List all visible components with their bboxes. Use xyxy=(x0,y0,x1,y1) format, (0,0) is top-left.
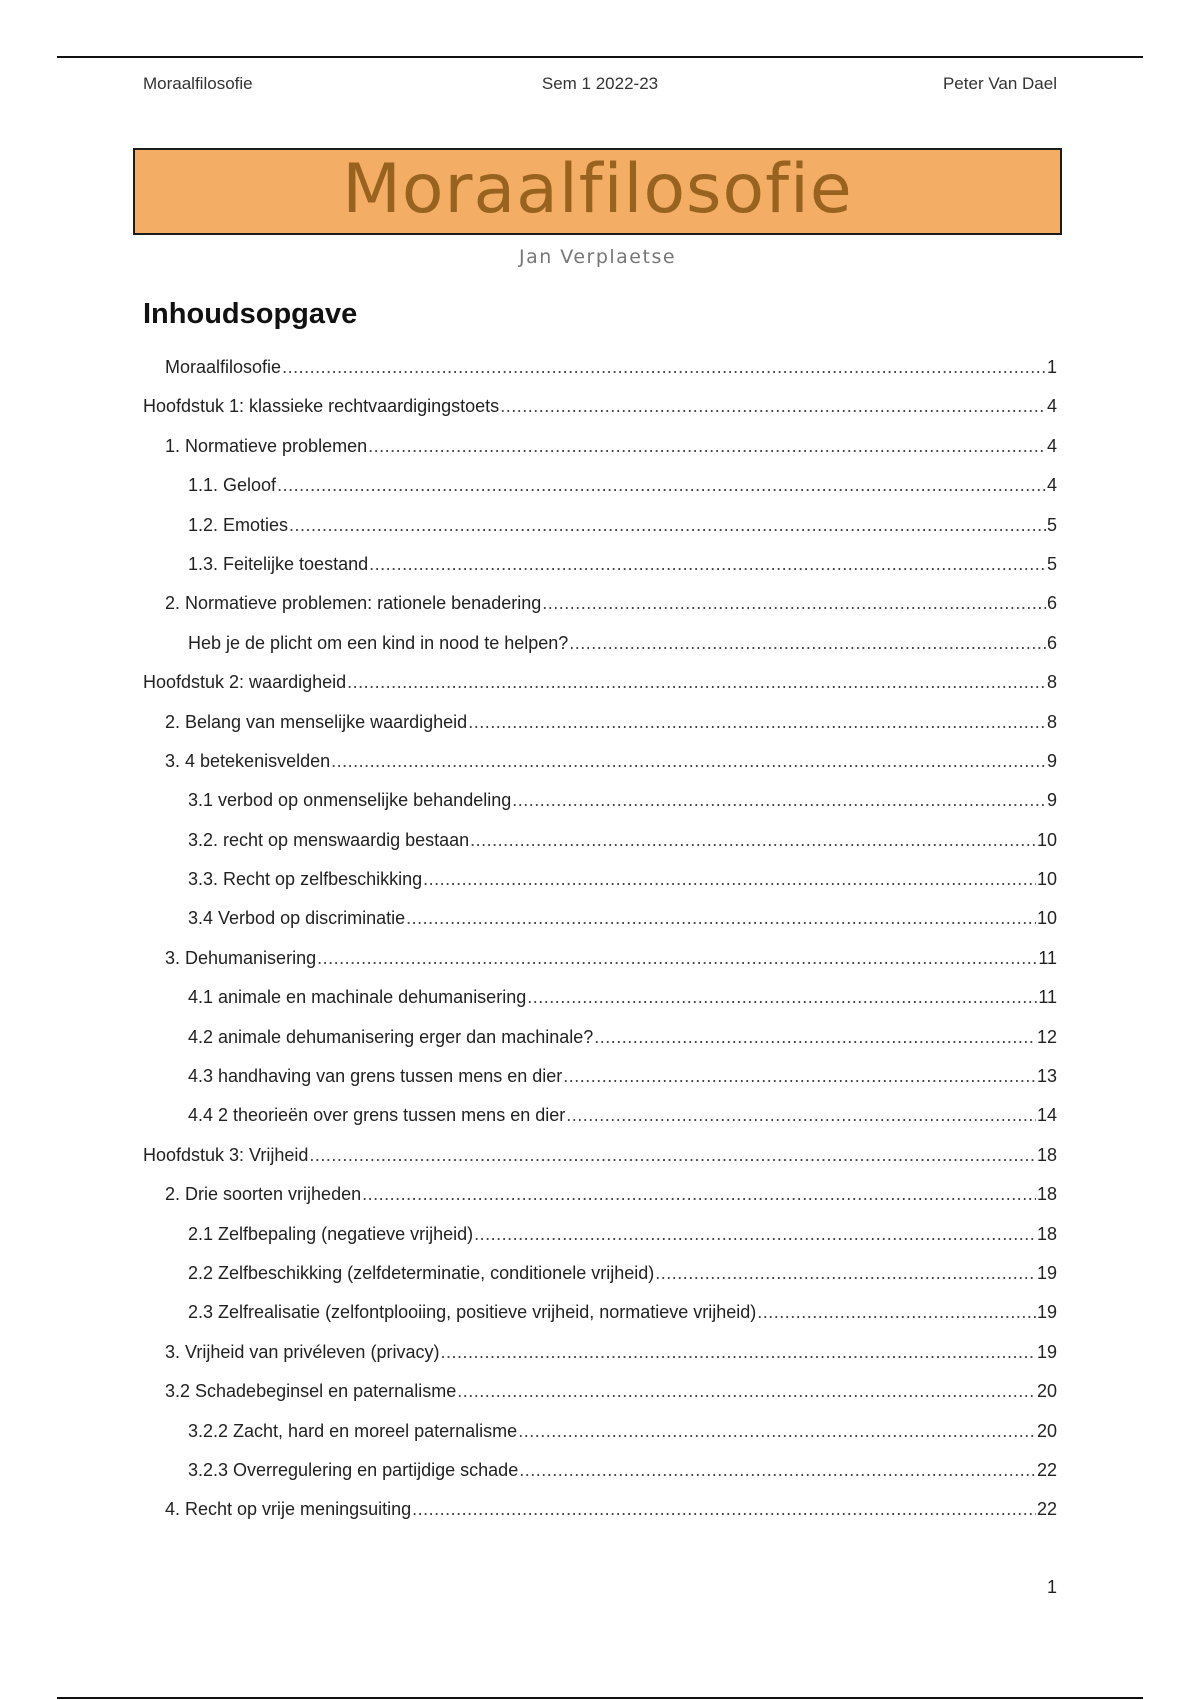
toc-leader-dots xyxy=(309,1136,1036,1175)
toc-entry[interactable] xyxy=(143,1293,1057,1332)
toc-leader-dots xyxy=(563,1057,1036,1096)
toc-entry-title: Hoofdstuk 2: waardigheid xyxy=(143,672,347,693)
toc-leader-dots xyxy=(331,742,1046,781)
toc-entry-title: 3.1 verbod op onmenselijke behandeling xyxy=(188,790,512,811)
toc-entry[interactable] xyxy=(143,742,1057,781)
header-left: Moraalfilosofie xyxy=(143,74,253,93)
toc-entry[interactable] xyxy=(143,1136,1057,1175)
toc-leader-dots xyxy=(317,939,1037,978)
toc-entry-title: 3.4 Verbod op discriminatie xyxy=(188,908,406,929)
toc-leader-dots xyxy=(500,387,1046,426)
toc-entry-title: 1.3. Feitelijke toestand xyxy=(188,553,369,574)
toc-entry-title: 2. Normatieve problemen: rationele benadering xyxy=(165,593,542,614)
toc-entry-page: 1 xyxy=(1046,357,1057,377)
toc-entry-title: 3. Vrijheid van privéleven (privacy) xyxy=(165,1341,440,1362)
toc-entry-title: 3. 4 betekenisvelden xyxy=(165,750,331,771)
toc-entry[interactable] xyxy=(143,1333,1057,1372)
header-center: Sem 1 2022-23 xyxy=(541,74,659,93)
toc-leader-dots xyxy=(542,584,1046,623)
toc-entry-title: 2.2 Zelfbeschikking (zelfdeterminatie, conditionele vrijheid) xyxy=(188,1262,655,1283)
toc-entry-title: 4.2 animale dehumanisering erger dan machinale? xyxy=(188,1026,594,1047)
toc-entry[interactable] xyxy=(143,1018,1057,1057)
toc-entry-page: 20 xyxy=(1036,1420,1057,1441)
toc-entry-page: 8 xyxy=(1046,711,1057,732)
toc-entry[interactable] xyxy=(143,978,1057,1017)
toc-entry[interactable] xyxy=(143,663,1057,702)
toc-entry-title: Heb je de plicht om een kind in nood te helpen? xyxy=(188,632,569,653)
toc-entry-page: 22 xyxy=(1036,1459,1057,1480)
toc-entry-page: 9 xyxy=(1046,790,1057,811)
toc-leader-dots xyxy=(470,821,1036,860)
toc-leader-dots xyxy=(474,1215,1036,1254)
toc-leader-dots xyxy=(406,899,1036,938)
toc-entry[interactable] xyxy=(143,1057,1057,1096)
toc-leader-dots xyxy=(282,348,1046,387)
toc-entry-page: 5 xyxy=(1046,514,1057,535)
toc-entry-page: 12 xyxy=(1036,1026,1057,1047)
toc-leader-dots xyxy=(594,1018,1036,1057)
toc-entry-page: 13 xyxy=(1036,1066,1057,1087)
toc-entry-page: 9 xyxy=(1046,750,1057,771)
toc-entry-page: 20 xyxy=(1036,1381,1057,1402)
toc-entry-title: 3.2.2 Zacht, hard en moreel paternalisme xyxy=(188,1420,518,1441)
toc-entry-page: 5 xyxy=(1046,553,1057,574)
toc-leader-dots xyxy=(362,1175,1036,1214)
toc-entry[interactable] xyxy=(143,703,1057,742)
toc-entry-page: 10 xyxy=(1036,829,1057,850)
toc-leader-dots xyxy=(440,1333,1036,1372)
toc-leader-dots xyxy=(368,427,1046,466)
toc-heading: Inhoudsopgave xyxy=(143,298,358,330)
toc-entry-page: 10 xyxy=(1036,869,1057,890)
toc-leader-dots xyxy=(277,466,1046,505)
document-title: Moraalfilosofie xyxy=(342,150,853,229)
toc-entry[interactable] xyxy=(143,584,1057,623)
toc-entry-page: 19 xyxy=(1036,1341,1057,1362)
toc-leader-dots xyxy=(468,703,1046,742)
toc-entry[interactable] xyxy=(143,1215,1057,1254)
toc-leader-dots xyxy=(369,545,1046,584)
toc-entry[interactable] xyxy=(143,1412,1057,1451)
toc-entry[interactable] xyxy=(143,624,1057,663)
toc-entry[interactable] xyxy=(143,427,1057,466)
toc-entry-page: 6 xyxy=(1046,593,1057,614)
toc-entry-page: 14 xyxy=(1036,1105,1057,1126)
table-of-contents xyxy=(143,348,1057,1530)
toc-leader-dots xyxy=(527,978,1037,1017)
toc-entry[interactable] xyxy=(143,939,1057,978)
toc-entry[interactable] xyxy=(143,1175,1057,1214)
toc-entry-title: 2.1 Zelfbepaling (negatieve vrijheid) xyxy=(188,1223,474,1244)
toc-entry-title: 3.3. Recht op zelfbeschikking xyxy=(188,869,423,890)
toc-entry[interactable] xyxy=(143,1096,1057,1135)
toc-entry-page: 4 xyxy=(1046,475,1057,496)
title-box xyxy=(133,148,1062,235)
toc-leader-dots xyxy=(566,1096,1036,1135)
toc-entry-page: 19 xyxy=(1036,1302,1057,1323)
toc-entry-page: 4 xyxy=(1046,435,1057,456)
toc-entry-title: 4.1 animale en machinale dehumanisering xyxy=(188,987,527,1008)
toc-entry-title: 1. Normatieve problemen xyxy=(165,435,368,456)
toc-leader-dots xyxy=(569,624,1046,663)
toc-entry-page: 18 xyxy=(1036,1144,1057,1165)
toc-entry-page: 11 xyxy=(1038,987,1057,1008)
toc-entry-title: 1.2. Emoties xyxy=(188,514,289,535)
header-right: Peter Van Dael xyxy=(942,74,1057,93)
toc-entry-page: 11 xyxy=(1038,947,1057,968)
toc-leader-dots xyxy=(347,663,1046,702)
toc-entry-title: 2. Drie soorten vrijheden xyxy=(165,1184,362,1205)
toc-entry-title: 4.3 handhaving van grens tussen mens en dier xyxy=(188,1066,563,1087)
page-header xyxy=(143,74,1057,96)
toc-entry[interactable] xyxy=(143,1254,1057,1293)
toc-entry[interactable] xyxy=(143,348,1057,387)
toc-entry-title: 3. Dehumanisering xyxy=(165,947,317,968)
toc-entry[interactable] xyxy=(143,1372,1057,1411)
toc-entry-page: 4 xyxy=(1046,396,1057,417)
toc-leader-dots xyxy=(423,860,1036,899)
toc-leader-dots xyxy=(518,1412,1036,1451)
toc-leader-dots xyxy=(655,1254,1036,1293)
toc-entry[interactable] xyxy=(143,1451,1057,1490)
toc-leader-dots xyxy=(519,1451,1036,1490)
footer-rule xyxy=(57,1697,1143,1699)
toc-entry-page: 22 xyxy=(1036,1499,1057,1520)
toc-entry-title: 4.4 2 theorieën over grens tussen mens en dier xyxy=(188,1105,566,1126)
toc-leader-dots xyxy=(412,1490,1036,1529)
toc-entry[interactable] xyxy=(143,545,1057,584)
toc-entry[interactable] xyxy=(143,860,1057,899)
document-subtitle: Jan Verplaetse xyxy=(518,246,677,268)
toc-entry-title: 2.3 Zelfrealisatie (zelfontplooiing, positieve vrijheid, normatieve vrijheid) xyxy=(188,1302,757,1323)
toc-entry-title: 4. Recht op vrije meningsuiting xyxy=(165,1499,412,1520)
toc-entry-page: 19 xyxy=(1036,1262,1057,1283)
toc-entry-title: 2. Belang van menselijke waardigheid xyxy=(165,711,468,732)
toc-leader-dots xyxy=(512,781,1046,820)
toc-entry-title: 1.1. Geloof xyxy=(188,475,277,496)
toc-leader-dots xyxy=(757,1293,1036,1332)
toc-entry[interactable] xyxy=(143,781,1057,820)
toc-entry-title: 3.2.3 Overregulering en partijdige schade xyxy=(188,1459,519,1480)
toc-entry[interactable] xyxy=(143,387,1057,426)
toc-entry-page: 6 xyxy=(1046,632,1057,653)
toc-entry-title: 3.2 Schadebeginsel en paternalisme xyxy=(165,1381,457,1402)
toc-entry-title: 3.2. recht op menswaardig bestaan xyxy=(188,829,470,850)
toc-leader-dots xyxy=(289,506,1046,545)
toc-entry[interactable] xyxy=(143,821,1057,860)
toc-entry[interactable] xyxy=(143,1490,1057,1529)
toc-entry-page: 18 xyxy=(1036,1184,1057,1205)
toc-entry-page: 18 xyxy=(1036,1223,1057,1244)
toc-entry[interactable] xyxy=(143,466,1057,505)
toc-entry[interactable] xyxy=(143,506,1057,545)
toc-entry-title: Hoofdstuk 3: Vrijheid xyxy=(143,1144,309,1165)
toc-entry-title: Moraalfilosofie xyxy=(165,357,282,377)
toc-entry-title: Hoofdstuk 1: klassieke rechtvaardigingstoets xyxy=(143,396,500,417)
toc-entry-page: 10 xyxy=(1036,908,1057,929)
toc-entry-page: 8 xyxy=(1046,672,1057,693)
toc-leader-dots xyxy=(457,1372,1036,1411)
header-rule xyxy=(57,56,1143,58)
toc-entry[interactable] xyxy=(143,899,1057,938)
page-number: 1 xyxy=(1046,1577,1057,1597)
